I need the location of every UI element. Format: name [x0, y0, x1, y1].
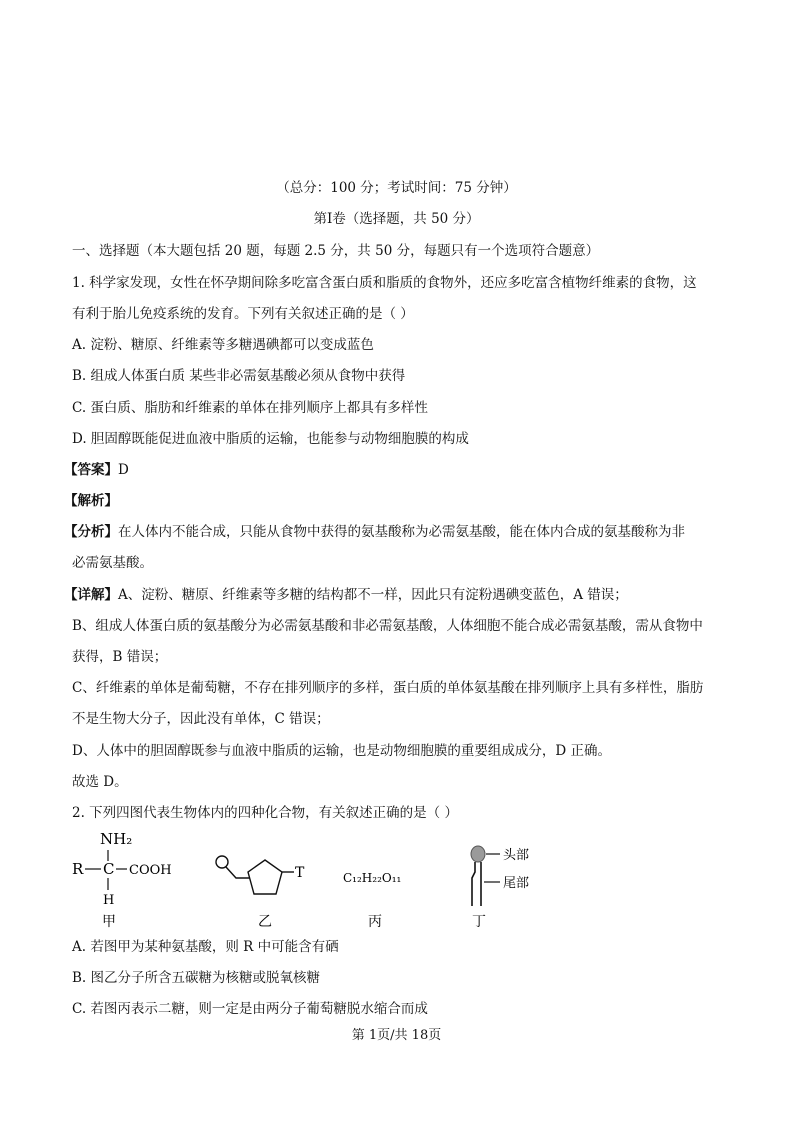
ding-tail-left: [472, 862, 475, 906]
figure-jia: [72, 830, 172, 930]
q1-option-b: B. 组成人体蛋白质 某些非必需氨基酸必须从食物中获得: [72, 368, 406, 384]
yi-pentose-ring: [248, 860, 282, 894]
bing-label: 丙: [368, 914, 382, 930]
yi-linker: [226, 867, 250, 878]
q2-figure-svg: [72, 826, 732, 936]
ding-head: [471, 846, 485, 862]
bing-formula: C₁₂H₂₂O₁₁: [343, 871, 402, 885]
yi-phosphate-circle: [216, 856, 228, 868]
q1-stem-line1: 1. 科学家发现，女性在怀孕期间除多吃富含蛋白质和脂质的食物外，还应多吃富含植物纤维素的食物，这: [72, 275, 697, 291]
q2-option-a: A. 若图甲为某种氨基酸，则 R 中可能含有硒: [72, 939, 339, 955]
yi-label: 乙: [258, 914, 272, 930]
q2-option-c: C. 若图丙表示二糖，则一定是由两分子葡萄糖脱水缩合而成: [72, 1001, 428, 1017]
score-time-line: （总分：100 分；考试时间：75 分钟）: [276, 180, 517, 196]
q1-option-d: D. 胆固醇既能促进血液中脂质的运输，也能参与动物细胞膜的构成: [72, 431, 469, 447]
detail-text1: A、淀粉、糖原、纤维素等多糖的结构都不一样，因此只有淀粉遇碘变蓝色，A 错误；: [118, 587, 628, 603]
q1-answer-line: [64, 460, 733, 480]
q2-figure: [72, 826, 732, 936]
analysis-tag: [64, 491, 733, 511]
jia-label: 甲: [102, 914, 116, 930]
jia-nh2: NH₂: [100, 830, 133, 848]
q1-conclusion: 故选 D。: [72, 774, 128, 790]
figure-bing: [343, 871, 401, 930]
yi-t: T: [295, 865, 305, 881]
fenxi-line1: [64, 522, 733, 542]
detail-line2: B、组成人体蛋白质的氨基酸分为必需氨基酸和非必需氨基酸，人体细胞不能合成必需氨基酸，需从食物中: [72, 618, 703, 634]
detail-line1: [64, 585, 733, 605]
q1-option-a: A. 淀粉、糖原、纤维素等多糖遇碘都可以变成蓝色: [72, 337, 374, 353]
ding-label: 丁: [472, 914, 486, 930]
answer-value: D: [118, 462, 129, 478]
ding-head-label: 头部: [503, 848, 530, 863]
q1-option-c: C. 蛋白质、脂肪和纤维素的单体在排列顺序上都具有多样性: [72, 400, 428, 416]
detail-line4: C、纤维素的单体是葡萄糖，不存在排列顺序的多样，蛋白质的单体氨基酸在排列顺序上具有多样性，脂肪: [72, 680, 704, 696]
q2-option-b: B. 图乙分子所含五碳糖为核糖或脱氧核糖: [72, 970, 321, 986]
section-title: 一、选择题（本大题包括 20 题，每题 2.5 分，共 50 分，每题只有一个选项符合题意）: [72, 243, 600, 259]
fenxi-tag: 【分析】: [64, 524, 118, 540]
detail-line5: 不是生物大分子，因此没有单体，C 错误；: [72, 711, 330, 727]
answer-tag: 【答案】: [64, 462, 118, 478]
jia-r: R: [72, 860, 84, 878]
figure-ding: [471, 846, 529, 930]
jia-cooh: COOH: [129, 863, 172, 878]
jia-c: C: [103, 860, 115, 878]
analysis-tag-text: 【解析】: [64, 493, 118, 509]
detail-line6: D、人体中的胆固醇既参与血液中脂质的运输，也是动物细胞膜的重要组成成分，D 正确。: [72, 743, 611, 759]
fenxi-text1: 在人体内不能合成，只能从食物中获得的氨基酸称为必需氨基酸，能在体内合成的氨基酸称为非: [118, 524, 685, 540]
detail-tag: 【详解】: [64, 587, 118, 603]
q2-stem: 2. 下列四图代表生物体内的四种化合物，有关叙述正确的是（ ）: [72, 805, 458, 821]
q1-stem-line2: 有利于胎儿免疫系统的发育。下列有关叙述正确的是（ ）: [72, 306, 414, 322]
page-footer: 第 1页/共 18页: [351, 1028, 442, 1043]
volume-title: 第Ⅰ卷（选择题，共 50 分）: [313, 211, 480, 227]
figure-yi: [216, 856, 305, 930]
detail-line3: 获得，B 错误；: [72, 649, 168, 665]
ding-tail-label: 尾部: [503, 876, 530, 891]
fenxi-line2: 必需氨基酸。: [72, 555, 153, 571]
jia-h: H: [103, 893, 115, 908]
